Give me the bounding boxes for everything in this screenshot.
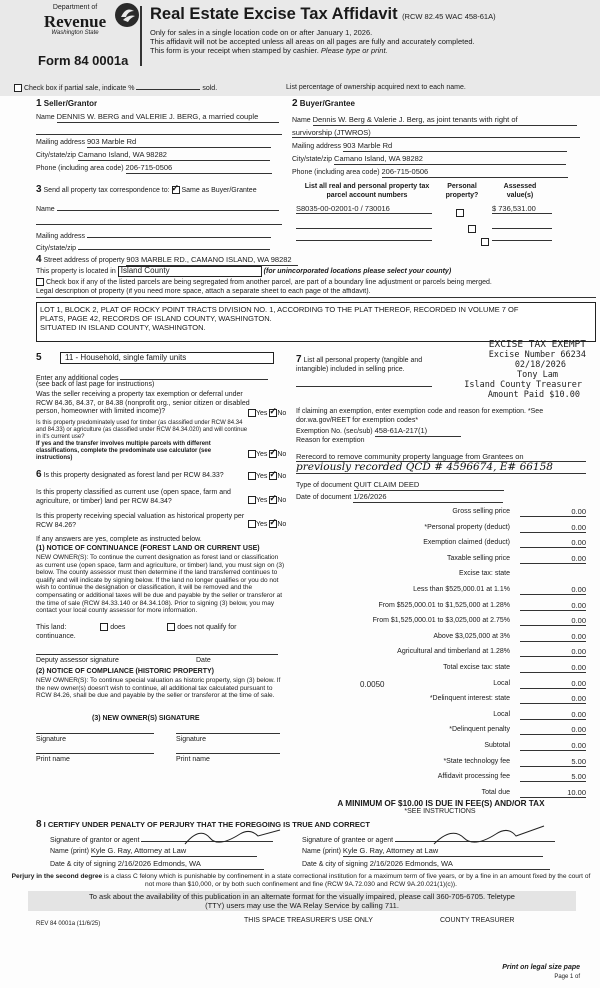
grantee-name-row xyxy=(302,847,543,857)
section3-city-label: City/state/zip xyxy=(36,245,77,252)
note-line1: Only for sales in a single location code on or after January 1, 2026. xyxy=(150,28,373,37)
exemption-no-value[interactable]: 458-61A-217(1) xyxy=(375,427,461,437)
located-label: This property is located in xyxy=(36,268,116,275)
header-notes xyxy=(150,28,595,55)
section8-num: 8 xyxy=(36,819,42,830)
tax-row-label: Taxable selling price xyxy=(446,554,510,562)
q-timber: Is this property predominately used for timber (as classified under RCW 84.34 and 84.33) or agriculture (as classified under RCW 84.34.020) and will continue in it's current use? xyxy=(36,420,248,440)
stamp-line6: Amount Paid $10.00 xyxy=(487,390,580,400)
form-citation: (RCW 82.45 WAC 458-61A) xyxy=(402,12,496,21)
section6-num: 6 xyxy=(36,469,42,480)
land-does-not-checkbox[interactable] xyxy=(167,623,175,631)
tax-row-value[interactable]: 0.00 xyxy=(520,585,586,595)
seller-phone-value[interactable]: 206-715-0506 xyxy=(126,164,272,174)
seller-mail-label: Mailing address xyxy=(36,139,86,146)
section3-name-label: Name xyxy=(36,206,55,213)
tax-row-label: Agricultural and timberland at 1.28% xyxy=(397,648,510,656)
section3-num: 3 xyxy=(36,184,42,195)
boundary-checkbox[interactable] xyxy=(36,278,44,286)
no-label: No xyxy=(277,450,287,458)
assessed-line-3 xyxy=(492,240,552,241)
note-line2: This affidavit will not be accepted unless all areas on all pages are fully and accurately completed. xyxy=(150,37,475,46)
land-does-label: does xyxy=(110,623,126,631)
owner-print-label1: Print name xyxy=(36,756,70,763)
q-current-use-answer xyxy=(248,496,286,505)
section3-heading xyxy=(36,186,257,196)
stamp-line3: 02/18/2026 xyxy=(514,360,566,370)
dor-logo xyxy=(34,4,134,37)
seller-city-value[interactable]: Camano Island, WA 98282 xyxy=(78,151,270,161)
owner-print-line2 xyxy=(176,753,280,754)
partial-sale-row xyxy=(14,84,217,93)
exemption-no-row xyxy=(296,427,461,437)
tax-row-value[interactable]: 5.00 xyxy=(520,757,586,767)
q-forest xyxy=(36,471,250,481)
deputy-sig-label: Deputy assessor signature xyxy=(36,657,119,664)
buyer-name-value[interactable]: Dennis W. Berg & Valerie J. Berg, as joint tenants with right of xyxy=(313,116,577,126)
perjury-notice xyxy=(8,873,594,889)
no-label: No xyxy=(277,520,287,528)
grantor-name-value[interactable]: Kyle G. Ray, Attorney at Law xyxy=(91,847,257,857)
notice1-title: (1) NOTICE OF CONTINUANCE (FOREST LAND OR CURRENT USE) xyxy=(36,545,260,552)
seller-name-line2 xyxy=(36,134,282,135)
handwritten-note: previously recorded QCD # 4596674, E# 66158 xyxy=(296,461,586,474)
buyer-city-value[interactable]: Camano Island, WA 98282 xyxy=(334,155,566,165)
tax-row-value[interactable]: 0.00 xyxy=(520,741,586,751)
personal-checkbox-3[interactable] xyxy=(481,238,489,246)
q2-no-checkbox[interactable] xyxy=(269,450,277,458)
tax-row-value[interactable]: 0.00 xyxy=(520,616,586,626)
treasurer-space-label: THIS SPACE TREASURER'S USE ONLY xyxy=(244,917,373,924)
legal-line3: SITUATED IN ISLAND COUNTY, WASHINGTON. xyxy=(40,323,206,332)
yes-label: Yes xyxy=(256,409,268,417)
tax-row-value[interactable]: 0.00 xyxy=(520,694,586,704)
tax-row-value[interactable]: 0.00 xyxy=(520,507,586,517)
reason-value[interactable]: Rerecord to remove community property language from Grantees on xyxy=(296,452,586,462)
legal-line2: PLATS, PAGE 42, RECORDS OF ISLAND COUNTY, WASHINGTON. xyxy=(40,314,272,323)
q-historic-answer xyxy=(248,520,286,529)
buyer-city-label: City/state/zip xyxy=(292,156,333,163)
section3-text: Send all property tax correspondence to: xyxy=(43,187,170,194)
street-value[interactable]: 903 MARBLE RD., CAMANO ISLAND, WA 98282 xyxy=(126,256,298,266)
tax-row-value[interactable]: 0.00 xyxy=(520,725,586,735)
doc-date-row xyxy=(296,493,503,503)
dept-line2: Revenue xyxy=(43,11,107,31)
q-forest-text: Is this property designated as forest land per RCW 84.33? xyxy=(43,472,224,479)
doc-type-row xyxy=(296,481,504,491)
legal-description-box[interactable] xyxy=(36,302,596,342)
buyer-mail-row xyxy=(292,142,567,152)
owner-sig-label2: Signature xyxy=(176,736,206,743)
seller-city-label: City/state/zip xyxy=(36,152,77,159)
notice2-title: (2) NOTICE OF COMPLIANCE (HISTORIC PROPERTY) xyxy=(36,668,214,675)
owner-sig-label1: Signature xyxy=(36,736,66,743)
owner-sig-line1 xyxy=(36,733,154,734)
tax-row-label: Total due xyxy=(481,788,510,796)
grantor-date-row xyxy=(50,860,264,870)
buyer-mail-value[interactable]: 903 Marble Rd xyxy=(343,142,567,152)
street-label: Street address of property xyxy=(43,257,125,264)
revenue-logo-icon xyxy=(114,2,140,28)
additional-field[interactable] xyxy=(120,372,268,380)
dept-line3: Washington State xyxy=(51,29,99,36)
section4-num: 4 xyxy=(36,254,42,265)
tax-row-label: Local xyxy=(493,679,510,687)
seller-mail-value[interactable]: 903 Marble Rd xyxy=(87,138,271,148)
additional-note: (see back of last page for instructions) xyxy=(36,381,155,388)
section3-name-row xyxy=(36,203,279,215)
tax-row-value[interactable]: 0.00 xyxy=(520,538,586,548)
q-forest-answer xyxy=(248,472,286,481)
tax-row-label: Affidavit processing fee xyxy=(437,773,510,781)
grantee-date-value[interactable]: 2/16/2026 Edmonds, WA xyxy=(370,860,550,870)
deputy-date-label: Date xyxy=(196,657,211,664)
form-title: Real Estate Excise Tax Affidavit xyxy=(150,5,398,23)
buyer-name-row xyxy=(292,116,577,126)
grantor-sig-label: Signature of grantor or agent xyxy=(50,837,140,844)
partial-sale-checkbox[interactable] xyxy=(14,84,22,92)
tax-row-value[interactable]: 0.00 xyxy=(520,647,586,657)
parcel-value[interactable]: S8035-00-02001-0 / 730016 xyxy=(296,204,432,214)
yes-label: Yes xyxy=(256,496,268,504)
parcel-line-2 xyxy=(296,228,432,229)
tax-row-label: Above $3,025,000 at 3% xyxy=(433,632,510,640)
q4-no-checkbox[interactable] xyxy=(269,496,277,504)
doc-type-label: Type of document xyxy=(296,482,352,489)
use-code-select[interactable]: 11 - Household, single family units xyxy=(60,352,274,364)
grantee-date-label: Date & city of signing xyxy=(302,861,368,868)
owner-print-line1 xyxy=(36,753,154,754)
stamp-line4: Tony Lam xyxy=(517,370,558,380)
tax-row-value[interactable]: 0.00 xyxy=(520,632,586,642)
grantor-date-value[interactable]: 2/16/2026 Edmonds, WA xyxy=(118,860,264,870)
perjury-bold: Perjury in the second degree xyxy=(11,873,103,880)
this-land-row xyxy=(36,623,236,632)
personal-property-line xyxy=(296,386,432,387)
exemption-no-label: Exemption No. (sec/sub) xyxy=(296,428,373,435)
yes-label: Yes xyxy=(256,472,268,480)
grantee-date-row xyxy=(302,860,550,870)
tax-row-label: Exemption claimed (deduct) xyxy=(423,539,510,547)
tax-row-value[interactable]: 0.00 xyxy=(520,710,586,720)
tax-row-label: Total excise tax: state xyxy=(443,664,510,671)
section7-num: 7 xyxy=(296,354,302,365)
tax-row-value[interactable]: 0.00 xyxy=(520,554,586,564)
reason-label: Reason for exemption xyxy=(296,437,365,444)
stamp-line1: EXCISE TAX EXEMPT xyxy=(488,339,586,350)
see-instructions-note: *SEE INSTRUCTIONS xyxy=(404,808,476,815)
buyer-name-label: Name xyxy=(292,117,311,124)
q5-no-checkbox[interactable] xyxy=(269,520,277,528)
note-line3b: Please type or print. xyxy=(320,46,388,55)
parcel-line-3 xyxy=(296,240,432,241)
section3-mail-row xyxy=(36,230,271,242)
personal-checkbox-1[interactable] xyxy=(456,209,464,217)
q-historic: Is this property receiving special valuation as historical property per RCW 84.26? xyxy=(36,513,245,529)
section3-name-field[interactable] xyxy=(57,203,279,211)
no-label: No xyxy=(277,472,287,480)
doc-type-value[interactable]: QUIT CLAIM DEED xyxy=(354,481,504,491)
tax-row-label: Less than $525,000.01 at 1.1% xyxy=(413,586,510,593)
if-yes-note: If any answers are yes, complete as instructed below. xyxy=(36,536,202,543)
land-does-not-label: does not qualify for xyxy=(177,623,237,631)
tax-row-value[interactable]: 0.00 xyxy=(520,601,586,611)
buyer-city-row xyxy=(292,155,566,165)
buyer-phone-value[interactable]: 206-715-0506 xyxy=(382,168,568,178)
buyer-phone-label: Phone (including area code) xyxy=(292,169,380,176)
notice3-title: (3) NEW OWNER(S) SIGNATURE xyxy=(92,715,200,722)
section3-mail-field[interactable] xyxy=(87,230,271,238)
seller-num: 1 xyxy=(36,98,42,109)
tax-row-label: Subtotal xyxy=(484,742,510,749)
access-line1: To ask about the availability of this publication in an alternate format for the visually impaired, please call 360-705-6705. Teletype xyxy=(89,892,515,901)
partial-percent-field[interactable] xyxy=(136,89,200,90)
q-timber-answer xyxy=(248,450,286,459)
no-label: No xyxy=(277,496,287,504)
doc-date-value[interactable]: 1/26/2026 xyxy=(353,493,503,503)
treasurer-stamp xyxy=(430,340,586,400)
boundary-row xyxy=(36,278,596,287)
page-number: Page 1 of xyxy=(554,974,580,980)
land-does-checkbox[interactable] xyxy=(100,623,108,631)
note-line3a: This form is your receipt when stamped by cashier. xyxy=(150,46,319,55)
q-timber-note: If yes and the transfer involves multiple parcels with different classifications, complete the predominate use calculator (see instructions) xyxy=(36,441,212,461)
tax-row-label: *Delinquent penalty xyxy=(449,726,510,734)
tax-row-label: Gross selling price xyxy=(452,508,510,515)
seller-name-row xyxy=(36,113,282,123)
q2-yes-checkbox[interactable] xyxy=(248,450,256,458)
grantee-name-label: Name (print) xyxy=(302,848,341,855)
this-land-label: This land: xyxy=(36,623,67,631)
boundary-label: Check box if any of the listed parcels are being segregated from another parcel, are part of a boundary line adjustment or parcels being merged. xyxy=(45,278,492,286)
print-note: Print on legal size pape xyxy=(502,964,580,971)
seller-name-value[interactable]: DENNIS W. BERG and VALERIE J. BERG, a married couple xyxy=(57,113,279,123)
tax-row-value[interactable]: 0.00 xyxy=(520,663,586,673)
ownership-note: List percentage of ownership acquired next to each name. xyxy=(286,84,466,91)
buyer-phone-row xyxy=(292,168,568,178)
county-row xyxy=(36,266,451,277)
county-treasurer-label: COUNTY TREASURER xyxy=(440,917,515,924)
seller-phone-label: Phone (including area code) xyxy=(36,165,124,172)
assessed-line-2 xyxy=(492,228,552,229)
same-as-buyer-checkbox[interactable] xyxy=(172,186,180,194)
no-label: No xyxy=(277,409,287,417)
certify-text: I CERTIFY UNDER PENALTY OF PERJURY THAT THE FOREGOING IS TRUE AND CORRECT xyxy=(43,820,370,829)
seller-city-row xyxy=(36,151,270,161)
additional-label: Enter any additional codes xyxy=(36,375,119,382)
tax-row-value[interactable]: 0.00 xyxy=(520,523,586,533)
q-current-use: Is this property classified as current use (open space, farm and agriculture, or timber) land per RCW 84.34? xyxy=(36,489,231,505)
tax-row-label: *Personal property (deduct) xyxy=(424,523,510,531)
buyer-mail-label: Mailing address xyxy=(292,143,342,150)
q5-yes-checkbox[interactable] xyxy=(248,520,256,528)
stamp-line2: Excise Number 66234 xyxy=(488,350,586,360)
revision-code: REV 84 0001a (11/6/25) xyxy=(36,921,101,927)
parcel-header: List all real and personal property tax parcel account numbers xyxy=(304,183,430,199)
q3-no-checkbox[interactable] xyxy=(269,472,277,480)
accessibility-notice xyxy=(28,891,576,911)
yes-label: Yes xyxy=(256,520,268,528)
street-row xyxy=(36,256,298,266)
assessed-header: Assessed value(s) xyxy=(503,183,537,199)
county-select[interactable]: Island County xyxy=(118,266,262,277)
tax-row-label: From $525,000.01 to $1,525,000 at 1.28% xyxy=(378,601,510,609)
local-rate: 0.0050 xyxy=(360,679,385,689)
header-divider xyxy=(140,6,142,66)
personal-property-row xyxy=(296,356,436,374)
partial-sale-label: Check box if partial sale, indicate % xyxy=(23,84,135,92)
buyer-title: Buyer/Grantee xyxy=(299,99,355,108)
personal-checkbox-2[interactable] xyxy=(468,225,476,233)
tax-row-label: Excise tax: state xyxy=(459,570,510,578)
buyer-heading xyxy=(292,99,355,109)
grantor-date-label: Date & city of signing xyxy=(50,861,116,868)
owner-print-label2: Print name xyxy=(176,756,210,763)
q1-yes-checkbox[interactable] xyxy=(248,409,256,417)
section3-mail-label: Mailing address xyxy=(36,233,86,240)
seller-title: Seller/Grantor xyxy=(43,99,98,108)
grantee-name-value[interactable]: Kyle G. Ray, Attorney at Law xyxy=(343,847,543,857)
tax-row-label: From $1,525,000.01 to $3,025,000 at 2.75% xyxy=(372,617,510,625)
seller-heading xyxy=(36,99,97,109)
seller-name-label: Name xyxy=(36,114,55,121)
tax-row-label: Local xyxy=(493,710,510,718)
deputy-line xyxy=(36,654,278,655)
minimum-due-note: A MINIMUM OF $10.00 IS DUE IN FEE(S) AND/OR TAX xyxy=(337,799,545,808)
partial-sold-label: sold. xyxy=(202,84,218,92)
yes-label: Yes xyxy=(256,450,268,458)
buyer-name-value2[interactable]: survivorship (JTWROS) xyxy=(292,128,580,138)
section5-num: 5 xyxy=(36,352,42,363)
tax-calculation-table xyxy=(296,508,586,816)
exemption-text: If claiming an exemption, enter exemption code and reason for exemption. *See dor.wa.gov/REET for exemption codes* xyxy=(296,408,544,424)
seller-mail-row xyxy=(36,138,271,148)
grantor-name-label: Name (print) xyxy=(50,848,89,855)
q3-yes-checkbox[interactable] xyxy=(248,472,256,480)
section3-line xyxy=(36,224,282,225)
form-number: Form 84 0001a xyxy=(38,53,129,68)
q-exemption: Was the seller receiving a property tax exemption or deferral under RCW 84.36, 84.37, or 84.38 (nonprofit org., senior citizen or disabled person, homeowner with limited income)? xyxy=(36,391,250,415)
notice1-text: NEW OWNER(S): To continue the current designation as forest land or classification as current use (open space, farm and agriculture, or timber) land, you must sign on (3) below. The county assessor must then determine if the land transferred continues to qualify and will indicate by signing below. If the land no longer qualifies or you do not wish to continue the designation or classification, it will be removed and the compensating or additional taxes will be due and payable by the seller or transferor at the time of sale (RCW 84.33.140 or 84.34.108). Prior to signing (3) below, you may contact your local county assessor for more information. xyxy=(36,554,285,615)
q-exemption-answer xyxy=(248,409,286,418)
access-line2: (TTY) users may use the WA Relay Service by calling 711. xyxy=(205,901,399,910)
buyer-num: 2 xyxy=(292,98,298,109)
tax-row-value[interactable]: 5.00 xyxy=(520,772,586,782)
grantor-name-row xyxy=(50,847,257,857)
assessed-value[interactable]: $ 736,531.00 xyxy=(492,204,552,214)
section3-city-field[interactable] xyxy=(78,242,270,250)
stamp-line5: Island County Treasurer xyxy=(464,380,582,390)
section3-city-row xyxy=(36,242,270,254)
personal-property-text: List all personal property (tangible and intangible) included in selling price. xyxy=(296,357,423,373)
tax-row-label: *State technology fee xyxy=(443,757,510,765)
seller-phone-row xyxy=(36,164,272,174)
legal-line1: LOT 1, BLOCK 2, PLAT OF ROCKY POINT TRACTS DIVISION NO. 1, ACCORDING TO THE PLAT THEREOF, RECORDED IN VOLUME 7 OF xyxy=(40,305,519,314)
grantee-sig-label: Signature of grantee or agent xyxy=(302,837,394,844)
q1-no-checkbox[interactable] xyxy=(269,409,277,417)
continuance-label: continuance. xyxy=(36,633,76,640)
q4-yes-checkbox[interactable] xyxy=(248,496,256,504)
tax-row-value[interactable]: 0.00 xyxy=(520,679,586,689)
notice2-text: NEW OWNER(S): To continue special valuation as historic property, sign (3) below. If the new owner(s) doesn't wish to continue, all additional tax calculated pursuant to RCW 84.26, shall be due and payable by the seller or transferor at the time of sale. xyxy=(36,677,281,700)
same-as-buyer-label: Same as Buyer/Grantee xyxy=(181,187,257,194)
unincorp-note: (for unincorporated locations please select your county) xyxy=(263,268,452,275)
dept-line1: Department of xyxy=(52,4,98,11)
legal-label: Legal description of property (if you need more space, attach a separate sheet to each page of the affidavit). xyxy=(36,288,596,298)
perjury-text: is a class C felony which is punishable by confinement in a state correctional institution for a maximum term of five years, or by a fine in an amount fixed by the court of not more than $10,000, or by both such confinement and fine (RCW 9A.72.030 and RCW 9A.20.021(1)(c)). xyxy=(104,873,591,888)
tax-row-value[interactable]: 10.00 xyxy=(520,788,586,798)
tax-row-label: *Delinquent interest: state xyxy=(429,695,510,703)
owner-sig-line2 xyxy=(176,733,280,734)
doc-date-label: Date of document xyxy=(296,494,352,501)
personal-header: Personal property? xyxy=(445,183,479,199)
title-row xyxy=(150,5,496,24)
